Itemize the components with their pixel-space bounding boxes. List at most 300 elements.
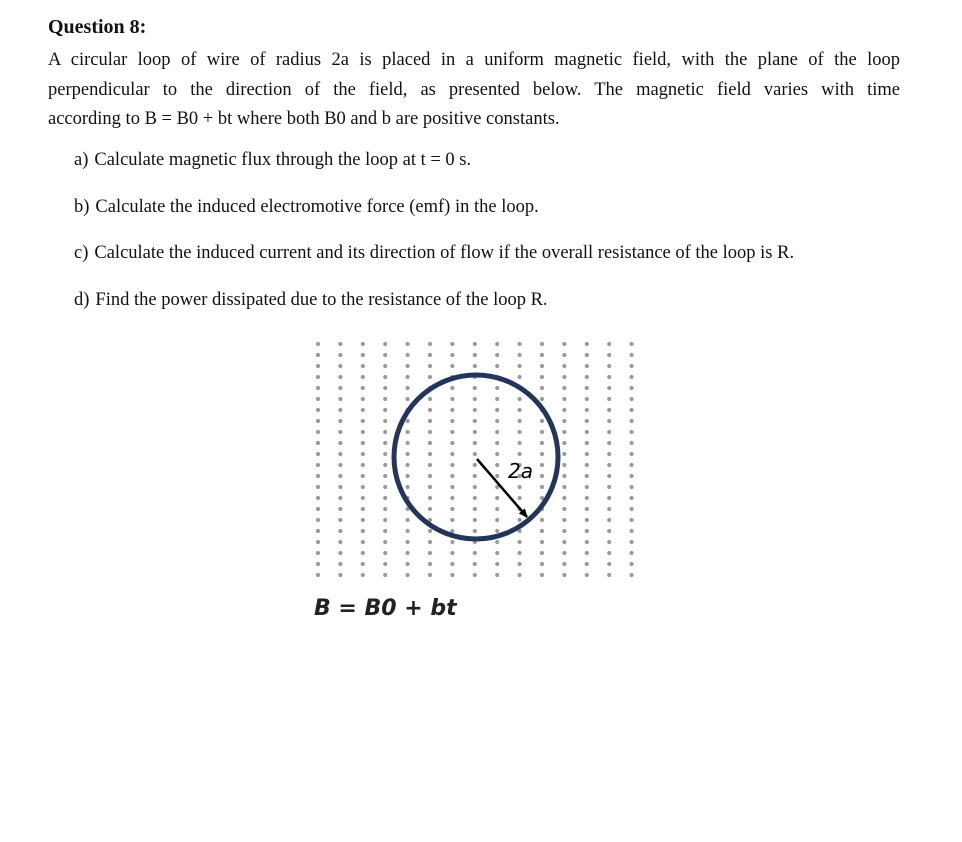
field-dot	[473, 551, 477, 555]
field-dot	[562, 551, 566, 555]
field-dot	[473, 463, 477, 467]
field-dot	[383, 353, 387, 357]
field-dot	[450, 353, 454, 357]
field-dot	[338, 364, 342, 368]
field-dot	[495, 419, 499, 423]
field-dot	[361, 507, 365, 511]
field-dot	[562, 518, 566, 522]
field-dot	[585, 474, 589, 478]
field-dot	[562, 408, 566, 412]
field-dot	[383, 441, 387, 445]
field-dot	[495, 573, 499, 577]
part-d-label: d)	[74, 290, 90, 310]
field-dot	[316, 364, 320, 368]
field-dot	[495, 408, 499, 412]
field-dot	[450, 507, 454, 511]
field-dot	[316, 408, 320, 412]
field-dot	[562, 397, 566, 401]
field-dot	[630, 573, 634, 577]
field-dot	[495, 496, 499, 500]
field-dot	[473, 529, 477, 533]
field-dot	[473, 386, 477, 390]
field-dot	[383, 485, 387, 489]
field-dot	[585, 408, 589, 412]
field-dot	[316, 562, 320, 566]
field-dot	[518, 573, 522, 577]
field-dot	[607, 419, 611, 423]
field-dot	[428, 573, 432, 577]
field-dot	[406, 452, 410, 456]
field-dot	[428, 353, 432, 357]
field-dot	[540, 463, 544, 467]
field-dot	[495, 342, 499, 346]
field-dot	[630, 518, 634, 522]
field-dot	[607, 562, 611, 566]
field-dot	[630, 474, 634, 478]
field-dot	[406, 353, 410, 357]
field-dot	[630, 441, 634, 445]
field-dot	[630, 386, 634, 390]
field-dot	[473, 342, 477, 346]
field-dot	[630, 419, 634, 423]
field-dot	[585, 430, 589, 434]
field-dot	[585, 551, 589, 555]
field-dot	[518, 518, 522, 522]
field-dot	[562, 463, 566, 467]
field-dot	[383, 496, 387, 500]
field-dot	[630, 485, 634, 489]
field-dot	[518, 419, 522, 423]
field-dot	[585, 342, 589, 346]
field-dot	[540, 430, 544, 434]
field-equation: B = B0 + bt	[314, 596, 457, 621]
field-dot	[383, 507, 387, 511]
field-dot	[562, 386, 566, 390]
field-dot	[338, 408, 342, 412]
field-dot	[428, 397, 432, 401]
field-dot	[562, 485, 566, 489]
field-dot	[316, 419, 320, 423]
field-dot	[473, 573, 477, 577]
field-dot	[540, 474, 544, 478]
field-dot	[406, 540, 410, 544]
field-dot	[630, 375, 634, 379]
field-dot	[428, 441, 432, 445]
field-dot	[428, 540, 432, 544]
field-dot	[630, 342, 634, 346]
field-dot	[562, 562, 566, 566]
field-dot	[630, 551, 634, 555]
field-dot	[316, 529, 320, 533]
field-dot	[361, 441, 365, 445]
field-dot	[540, 573, 544, 577]
field-dot	[585, 463, 589, 467]
field-dot	[383, 518, 387, 522]
field-dot	[338, 397, 342, 401]
field-dot	[607, 496, 611, 500]
field-dot	[607, 430, 611, 434]
field-dot	[495, 397, 499, 401]
field-dot	[495, 474, 499, 478]
field-dot	[316, 463, 320, 467]
field-dot	[338, 485, 342, 489]
field-dot	[338, 419, 342, 423]
field-dot	[361, 474, 365, 478]
field-dot	[450, 386, 454, 390]
field-dot	[607, 529, 611, 533]
field-dot	[518, 496, 522, 500]
field-dot	[338, 474, 342, 478]
field-dot	[495, 562, 499, 566]
field-dot	[540, 441, 544, 445]
field-dot	[607, 485, 611, 489]
field-dot	[540, 551, 544, 555]
field-dot	[562, 342, 566, 346]
field-dot	[518, 441, 522, 445]
field-dot	[338, 562, 342, 566]
field-dot	[495, 353, 499, 357]
field-dot	[562, 375, 566, 379]
field-dot	[630, 452, 634, 456]
intro-line-1: A circular loop of wire of radius 2a is placed in a uniform magnetic field, with the plane of the loop	[48, 50, 900, 70]
field-dot	[607, 408, 611, 412]
field-dot	[473, 474, 477, 478]
field-dot	[428, 485, 432, 489]
field-dot	[450, 430, 454, 434]
field-dot	[607, 474, 611, 478]
field-dot	[383, 397, 387, 401]
field-dot	[383, 419, 387, 423]
field-dot	[473, 353, 477, 357]
field-dot	[361, 430, 365, 434]
field-dot	[518, 353, 522, 357]
field-dot	[495, 540, 499, 544]
field-dot	[428, 562, 432, 566]
part-a	[74, 150, 471, 171]
field-dot	[473, 419, 477, 423]
field-dot	[406, 485, 410, 489]
part-d-text: Find the power dissipated due to the resistance of the loop R.	[95, 290, 548, 310]
field-dot	[450, 342, 454, 346]
field-dot	[495, 386, 499, 390]
field-dot	[495, 452, 499, 456]
field-dot	[473, 397, 477, 401]
field-dot	[450, 408, 454, 412]
field-dot	[630, 408, 634, 412]
field-dot	[495, 463, 499, 467]
field-dot	[338, 540, 342, 544]
field-dot	[428, 463, 432, 467]
field-dot	[428, 496, 432, 500]
field-dot	[361, 562, 365, 566]
field-dot	[361, 573, 365, 577]
field-dot	[473, 518, 477, 522]
field-dot	[361, 551, 365, 555]
question-title: Question 8:	[48, 16, 147, 38]
field-dot	[383, 452, 387, 456]
part-a-text: Calculate magnetic flux through the loop at t = 0 s.	[94, 150, 472, 170]
field-dot	[406, 518, 410, 522]
field-dot	[316, 551, 320, 555]
field-dot	[585, 573, 589, 577]
field-dot	[406, 562, 410, 566]
field-dot	[428, 364, 432, 368]
field-dot	[450, 397, 454, 401]
field-dot	[338, 463, 342, 467]
field-dot	[630, 529, 634, 533]
field-dot	[630, 397, 634, 401]
field-dot	[585, 419, 589, 423]
field-dot	[338, 430, 342, 434]
field-dot	[383, 408, 387, 412]
field-dot	[316, 441, 320, 445]
radius-label: 2a	[508, 459, 533, 483]
field-dot	[450, 540, 454, 544]
field-dot	[316, 474, 320, 478]
field-dot	[585, 375, 589, 379]
field-dot	[540, 364, 544, 368]
field-dot	[607, 507, 611, 511]
field-dot	[406, 551, 410, 555]
field-dot	[585, 353, 589, 357]
field-dot	[540, 342, 544, 346]
field-dot	[607, 375, 611, 379]
field-dot	[406, 342, 410, 346]
field-dot	[338, 529, 342, 533]
field-dot	[383, 364, 387, 368]
field-dot	[607, 386, 611, 390]
field-dot	[450, 364, 454, 368]
field-dot	[540, 353, 544, 357]
field-dot	[540, 485, 544, 489]
field-dot	[607, 353, 611, 357]
field-dot	[518, 375, 522, 379]
field-dot	[316, 540, 320, 544]
field-dot	[450, 474, 454, 478]
question-intro	[48, 46, 900, 135]
field-dot	[473, 452, 477, 456]
field-dot	[518, 540, 522, 544]
field-dot	[607, 518, 611, 522]
field-dot	[540, 452, 544, 456]
field-dot	[383, 573, 387, 577]
field-dot	[495, 507, 499, 511]
field-dot	[450, 551, 454, 555]
field-dot	[361, 485, 365, 489]
part-a-label: a)	[74, 150, 89, 170]
part-c	[74, 243, 794, 264]
field-dot	[383, 375, 387, 379]
field-dot	[406, 419, 410, 423]
field-dot	[428, 342, 432, 346]
field-dot	[562, 419, 566, 423]
field-dot	[585, 441, 589, 445]
field-dot	[406, 386, 410, 390]
field-dot	[562, 364, 566, 368]
field-dot	[562, 573, 566, 577]
field-dot	[495, 441, 499, 445]
field-dot	[540, 375, 544, 379]
field-dot	[473, 485, 477, 489]
field-dot	[518, 342, 522, 346]
field-dot	[473, 496, 477, 500]
field-dot	[562, 474, 566, 478]
field-dot	[450, 441, 454, 445]
field-dot	[450, 452, 454, 456]
field-dot	[473, 507, 477, 511]
field-dot	[450, 562, 454, 566]
field-dot	[428, 408, 432, 412]
field-dot	[338, 573, 342, 577]
field-dot	[540, 419, 544, 423]
field-dot	[383, 386, 387, 390]
field-dot	[518, 551, 522, 555]
field-dot	[630, 540, 634, 544]
field-dot	[473, 364, 477, 368]
field-dot	[428, 474, 432, 478]
field-dot	[585, 452, 589, 456]
magnetic-field-figure	[300, 332, 660, 632]
field-dot	[607, 441, 611, 445]
field-dot	[316, 518, 320, 522]
field-dot	[361, 397, 365, 401]
field-dot	[607, 463, 611, 467]
field-dot	[406, 364, 410, 368]
part-d	[74, 290, 548, 311]
field-dot	[585, 397, 589, 401]
field-dot	[585, 562, 589, 566]
field-dot	[383, 342, 387, 346]
field-dot	[338, 441, 342, 445]
part-b	[74, 197, 539, 218]
field-dot	[473, 430, 477, 434]
field-dot	[473, 441, 477, 445]
field-dot	[585, 507, 589, 511]
field-dot	[540, 529, 544, 533]
field-dot	[361, 386, 365, 390]
field-dot	[518, 397, 522, 401]
field-dot	[316, 430, 320, 434]
field-dot	[338, 551, 342, 555]
field-dot	[540, 562, 544, 566]
field-dot	[473, 408, 477, 412]
field-dot	[428, 419, 432, 423]
field-dot	[630, 430, 634, 434]
field-dot	[361, 529, 365, 533]
field-dot	[361, 452, 365, 456]
field-dot	[495, 529, 499, 533]
field-dot	[495, 518, 499, 522]
field-dot	[361, 342, 365, 346]
field-dot	[585, 540, 589, 544]
field-dot	[495, 364, 499, 368]
field-dot	[562, 540, 566, 544]
field-dot	[518, 452, 522, 456]
field-dot	[361, 496, 365, 500]
field-dot	[518, 485, 522, 489]
field-dot	[450, 518, 454, 522]
field-dot	[338, 518, 342, 522]
field-dot	[630, 507, 634, 511]
field-dot	[406, 474, 410, 478]
field-dot	[585, 364, 589, 368]
field-dot	[450, 496, 454, 500]
field-dot	[316, 507, 320, 511]
field-dot	[518, 408, 522, 412]
part-c-label: c)	[74, 243, 89, 263]
field-dot	[585, 518, 589, 522]
field-dot	[428, 375, 432, 379]
field-dot	[383, 551, 387, 555]
field-dot	[585, 485, 589, 489]
field-dot	[607, 342, 611, 346]
field-dot	[383, 540, 387, 544]
field-dot	[630, 353, 634, 357]
field-dot	[361, 353, 365, 357]
field-dot	[316, 386, 320, 390]
field-dot	[406, 430, 410, 434]
intro-line-2: perpendicular to the direction of the field, as presented below. The magnetic field varies with time	[48, 79, 900, 100]
field-dot	[316, 573, 320, 577]
field-dot	[562, 441, 566, 445]
field-dot	[450, 419, 454, 423]
field-dot	[630, 496, 634, 500]
field-dot	[630, 562, 634, 566]
field-dot	[361, 419, 365, 423]
field-dot	[338, 375, 342, 379]
field-dot	[450, 573, 454, 577]
field-dot	[540, 518, 544, 522]
field-dot	[406, 573, 410, 577]
field-dot	[406, 441, 410, 445]
field-dot	[316, 397, 320, 401]
field-dot	[562, 452, 566, 456]
field-dot	[607, 551, 611, 555]
field-dot	[406, 397, 410, 401]
field-dot	[361, 408, 365, 412]
field-dot	[406, 375, 410, 379]
field-dot	[383, 463, 387, 467]
field-dot	[450, 463, 454, 467]
field-dot	[540, 397, 544, 401]
field-dot	[316, 452, 320, 456]
field-dot	[607, 364, 611, 368]
field-dot	[428, 430, 432, 434]
field-dot	[361, 463, 365, 467]
field-dot	[361, 364, 365, 368]
field-dot	[585, 386, 589, 390]
field-dot	[562, 507, 566, 511]
intro-line-3: according to B = B0 + bt where both B0 and b are positive constants.	[48, 109, 560, 129]
field-dot	[428, 452, 432, 456]
field-dot	[450, 485, 454, 489]
field-dot	[316, 342, 320, 346]
field-dot	[316, 485, 320, 489]
field-dot	[607, 573, 611, 577]
field-dot	[562, 529, 566, 533]
field-dot	[630, 364, 634, 368]
field-dot	[585, 529, 589, 533]
field-dot	[338, 507, 342, 511]
field-dot	[316, 496, 320, 500]
field-dot	[338, 452, 342, 456]
part-c-text: Calculate the induced current and its direction of flow if the overall resistance of the loop is R.	[94, 243, 795, 263]
field-dot	[630, 463, 634, 467]
field-dot	[361, 540, 365, 544]
field-dot	[316, 375, 320, 379]
field-dot	[562, 353, 566, 357]
field-dot	[361, 375, 365, 379]
